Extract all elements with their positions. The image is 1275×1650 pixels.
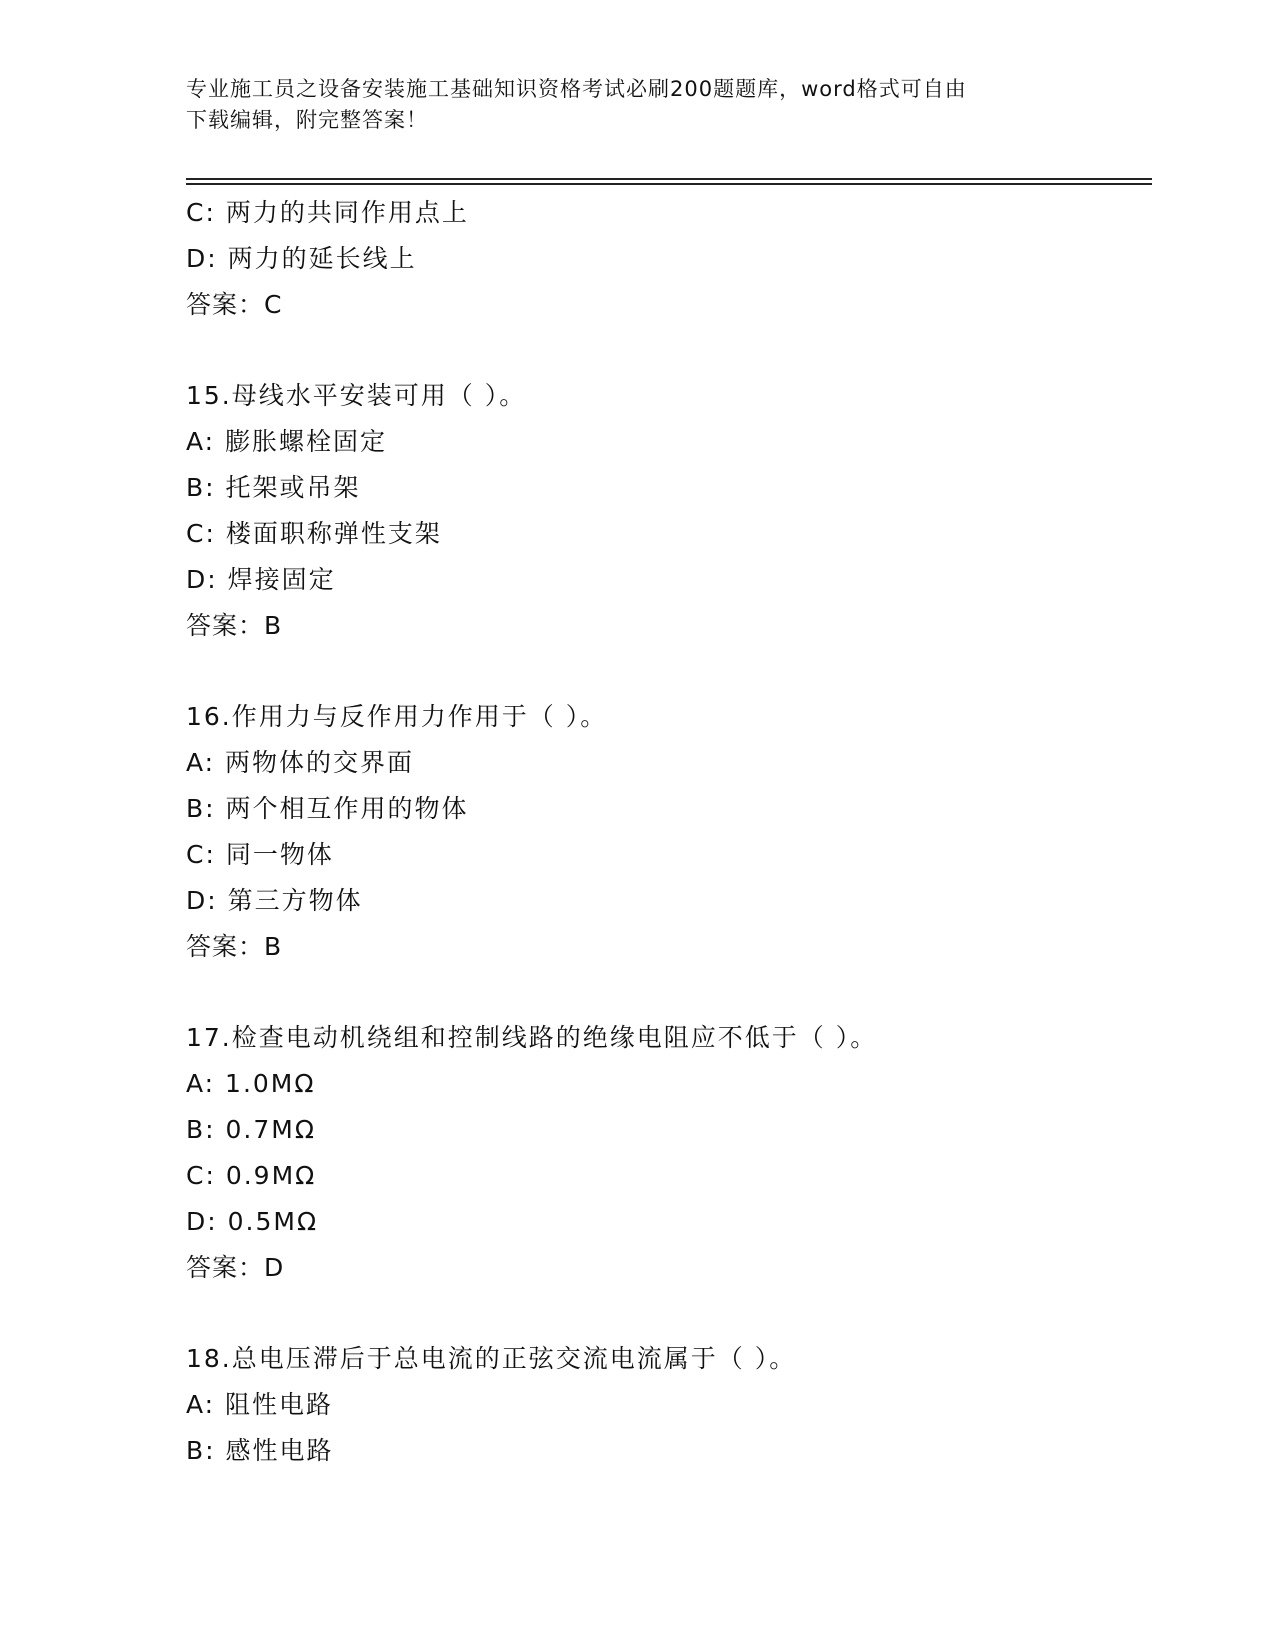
spacer [186, 1291, 1146, 1336]
option-c: C: 两力的共同作用点上 [186, 198, 469, 227]
question-stem: 18.总电压滞后于总电流的正弦交流电流属于（ ）。 [186, 1344, 797, 1373]
question-stem: 15.母线水平安装可用（ ）。 [186, 381, 527, 410]
question-stem: 17.检查电动机绕组和控制线路的绝缘电阻应不低于（ ）。 [186, 1023, 878, 1052]
option-b: B: 两个相互作用的物体 [186, 794, 469, 823]
option-a: A: 阻性电路 [186, 1390, 334, 1419]
question-stem: 16.作用力与反作用力作用于（ ）。 [186, 702, 608, 731]
question-block-16 [186, 694, 1146, 970]
option-c: C: 同一物体 [186, 840, 334, 869]
header-divider-top [186, 178, 1152, 180]
option-d: D: 0.5MΩ [186, 1207, 319, 1236]
option-b: B: 0.7MΩ [186, 1115, 316, 1144]
spacer [186, 970, 1146, 1015]
option-a: A: 膨胀螺栓固定 [186, 427, 388, 456]
question-block-continued [186, 190, 1146, 328]
answer-line: 答案：B [186, 932, 283, 961]
answer-line: 答案：C [186, 290, 283, 319]
option-c: C: 0.9MΩ [186, 1161, 317, 1190]
option-a: A: 1.0MΩ [186, 1069, 316, 1098]
answer-line: 答案：B [186, 611, 283, 640]
option-b: B: 托架或吊架 [186, 473, 361, 502]
question-block-15 [186, 373, 1146, 649]
question-block-18 [186, 1336, 1146, 1474]
question-list [186, 190, 1146, 1474]
header-line-2: 下载编辑，附完整答案！ [186, 108, 428, 132]
spacer [186, 328, 1146, 373]
option-b: B: 感性电路 [186, 1436, 334, 1465]
document-header [186, 74, 1066, 136]
spacer [186, 649, 1146, 694]
option-d: D: 两力的延长线上 [186, 244, 417, 273]
header-divider-bottom [186, 183, 1152, 185]
question-block-17 [186, 1015, 1146, 1291]
option-d: D: 焊接固定 [186, 565, 336, 594]
answer-line: 答案：D [186, 1253, 285, 1282]
header-line-1: 专业施工员之设备安装施工基础知识资格考试必刷200题题库，word格式可自由 [186, 77, 967, 101]
option-d: D: 第三方物体 [186, 886, 363, 915]
option-a: A: 两物体的交界面 [186, 748, 415, 777]
option-c: C: 楼面职称弹性支架 [186, 519, 442, 548]
